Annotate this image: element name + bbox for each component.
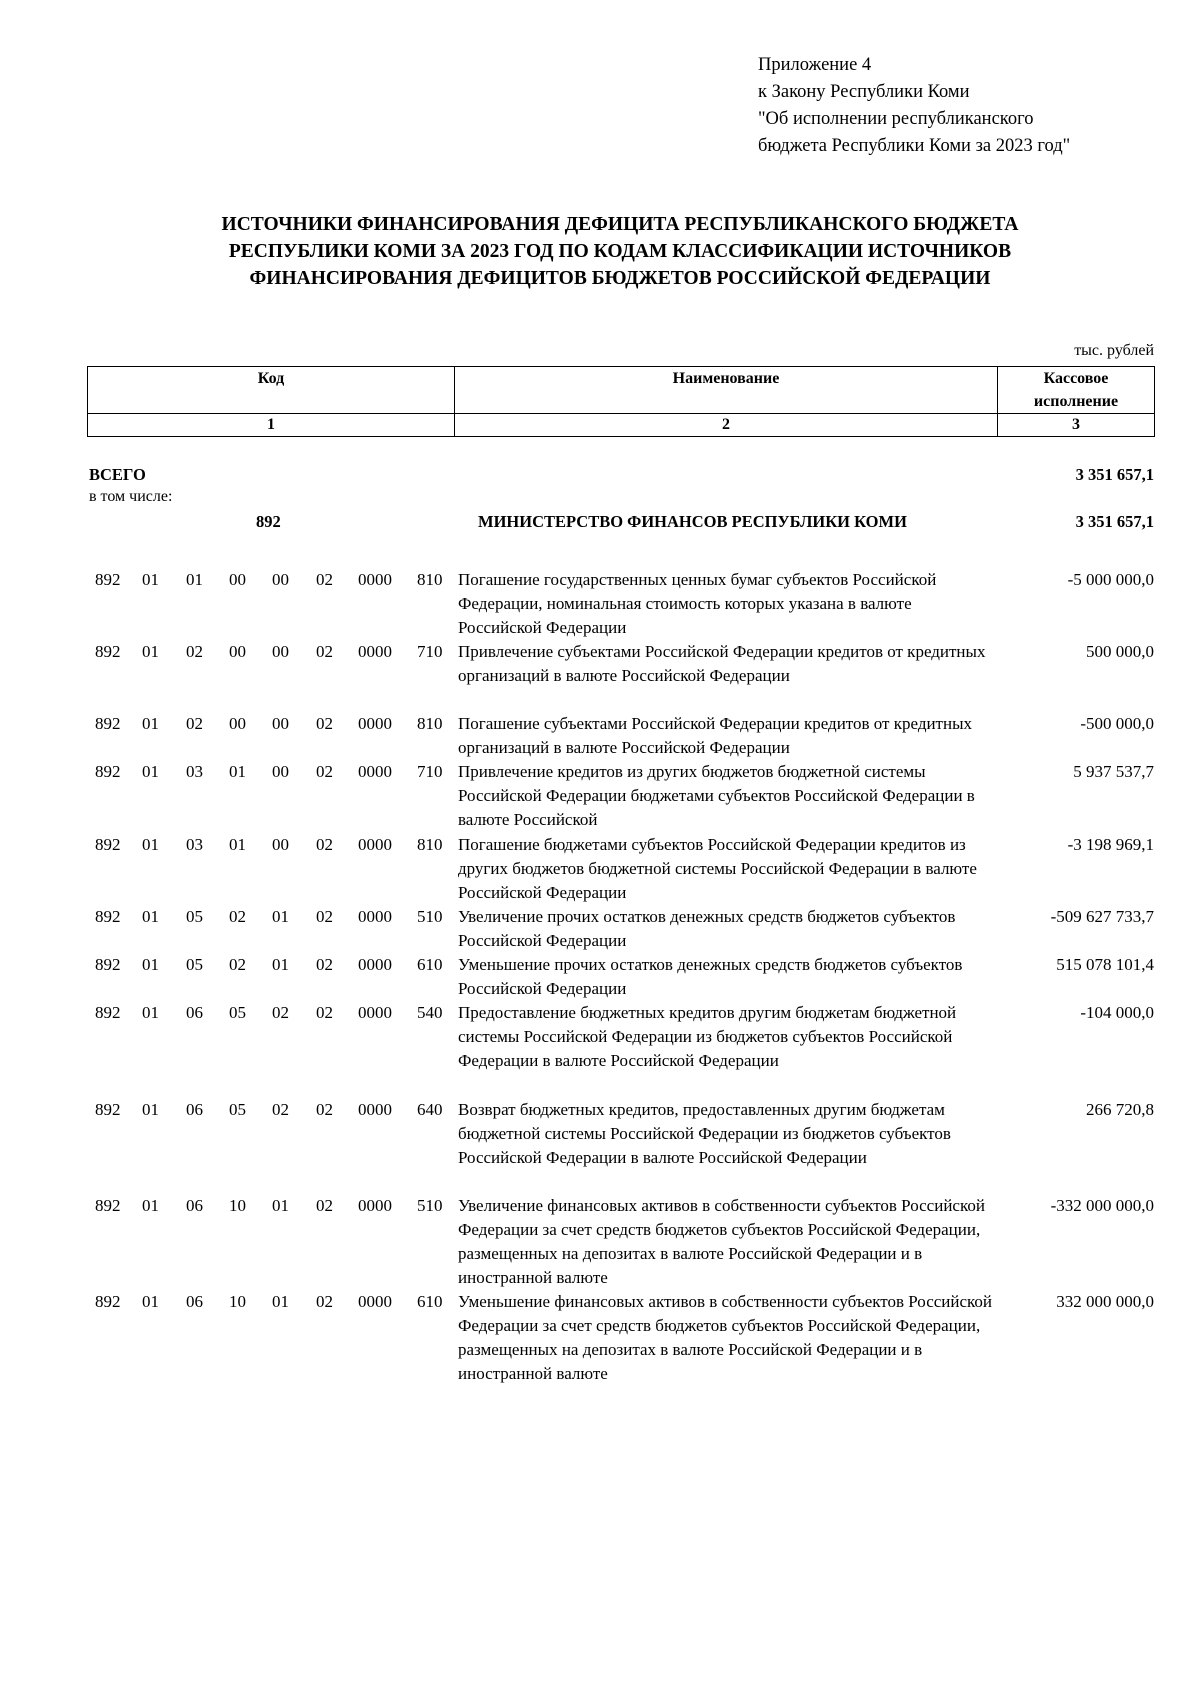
- units-label: тыс. рублей: [1074, 342, 1154, 359]
- code-part: 0000: [358, 762, 392, 781]
- code-part: 01: [142, 642, 159, 661]
- code-part: 810: [417, 714, 443, 733]
- appendix-line: бюджета Республики Коми за 2023 год": [758, 136, 1071, 156]
- code-part: 01: [272, 955, 289, 974]
- appendix-note: [758, 52, 1070, 160]
- code-part: 02: [316, 762, 333, 781]
- code-part: 00: [272, 570, 289, 589]
- row-name: Привлечение кредитов из других бюджетов бюджетной системы Российской Федерации бюджетами субъектов Российской Федерации в валюте Российской: [458, 762, 975, 829]
- row-name: Предоставление бюджетных кредитов другим бюджетам бюджетной системы Российской Федерации из бюджетов субъектов Российской Федерации в валюте Российской Федерации: [458, 1003, 957, 1070]
- code-part: 02: [316, 907, 333, 926]
- code-part: 01: [142, 570, 159, 589]
- total-label: ВСЕГО: [89, 465, 146, 484]
- title-line: ИСТОЧНИКИ ФИНАНСИРОВАНИЯ ДЕФИЦИТА РЕСПУБЛИКАНСКОГО БЮДЖЕТА: [221, 214, 1019, 235]
- table-header: [87, 366, 1155, 437]
- row-value: -5 000 000,0: [1067, 570, 1154, 589]
- code-part: 0000: [358, 714, 392, 733]
- code-part: 01: [272, 1196, 289, 1215]
- header-num-2: 2: [455, 414, 998, 437]
- row-value: 515 078 101,4: [1056, 955, 1154, 974]
- header-amount: [998, 367, 1155, 414]
- code-part: 640: [417, 1100, 443, 1119]
- row-value: 332 000 000,0: [1056, 1292, 1154, 1311]
- row-value: -104 000,0: [1080, 1003, 1154, 1022]
- code-part: 610: [417, 955, 443, 974]
- document-title: [80, 211, 1160, 292]
- including-label: в том числе:: [89, 488, 173, 505]
- row-name: Привлечение субъектами Российской Федерации кредитов от кредитных организаций в валюте Российской Федерации: [458, 642, 986, 685]
- code-part: 00: [229, 570, 246, 589]
- code-part: 540: [417, 1003, 443, 1022]
- code-part: 02: [316, 714, 333, 733]
- header-amount-line2: исполнение: [1033, 393, 1119, 410]
- row-name: Погашение государственных ценных бумаг субъектов Российской Федерации, номинальная стоимость которых указана в валюте Российской Федерации: [458, 570, 937, 637]
- code-part: 892: [95, 570, 121, 589]
- code-part: 05: [186, 907, 203, 926]
- code-part: 0000: [358, 835, 392, 854]
- code-part: 01: [272, 907, 289, 926]
- code-part: 06: [186, 1196, 203, 1215]
- row-value: 500 000,0: [1086, 642, 1154, 661]
- code-part: 10: [229, 1196, 246, 1215]
- code-part: 06: [186, 1003, 203, 1022]
- code-part: 02: [316, 955, 333, 974]
- code-part: 06: [186, 1100, 203, 1119]
- code-part: 02: [272, 1003, 289, 1022]
- header-num-3: 3: [998, 414, 1155, 437]
- code-part: 892: [95, 714, 121, 733]
- code-part: 01: [142, 835, 159, 854]
- code-part: 892: [95, 1100, 121, 1119]
- code-part: 0000: [358, 1003, 392, 1022]
- code-part: 02: [316, 570, 333, 589]
- code-part: 02: [229, 955, 246, 974]
- code-part: 0000: [358, 570, 392, 589]
- code-part: 710: [417, 642, 443, 661]
- appendix-line: к Закону Республики Коми: [758, 82, 970, 102]
- title-line: ФИНАНСИРОВАНИЯ ДЕФИЦИТОВ БЮДЖЕТОВ РОССИЙСКОЙ ФЕДЕРАЦИИ: [249, 268, 991, 289]
- code-part: 06: [186, 1292, 203, 1311]
- row-name: Увеличение финансовых активов в собственности субъектов Российской Федерации за счет средств бюджетов субъектов Российской Федерации, размещенных на депозитах в валюте Российской Федерации и в иностранной валюте: [458, 1196, 985, 1287]
- header-amount-line1: Кассовое: [1043, 370, 1109, 387]
- code-part: 892: [95, 907, 121, 926]
- code-part: 01: [142, 762, 159, 781]
- code-part: 00: [272, 835, 289, 854]
- code-part: 05: [229, 1100, 246, 1119]
- code-part: 0000: [358, 955, 392, 974]
- code-part: 01: [142, 1196, 159, 1215]
- code-part: 02: [316, 642, 333, 661]
- code-part: 03: [186, 762, 203, 781]
- row-name: Погашение субъектами Российской Федерации кредитов от кредитных организаций в валюте Российской Федерации: [458, 714, 973, 757]
- code-part: 510: [417, 1196, 443, 1215]
- code-part: 02: [316, 835, 333, 854]
- code-part: 02: [186, 642, 203, 661]
- code-part: 892: [95, 835, 121, 854]
- code-part: 01: [142, 907, 159, 926]
- row-name: Уменьшение прочих остатков денежных средств бюджетов субъектов Российской Федерации: [458, 955, 963, 998]
- code-part: 0000: [358, 907, 392, 926]
- code-part: 0000: [358, 1196, 392, 1215]
- code-part: 01: [229, 835, 246, 854]
- code-part: 892: [95, 1003, 121, 1022]
- code-part: 01: [229, 762, 246, 781]
- row-name: Уменьшение финансовых активов в собственности субъектов Российской Федерации за счет средств бюджетов субъектов Российской Федерации, размещенных на депозитах в валюте Российской Федерации и в иностранной валюте: [458, 1292, 993, 1383]
- code-part: 892: [95, 955, 121, 974]
- total-value: 3 351 657,1: [1075, 465, 1154, 484]
- code-part: 810: [417, 835, 443, 854]
- code-part: 00: [272, 714, 289, 733]
- code-part: 00: [272, 762, 289, 781]
- title-line: РЕСПУБЛИКИ КОМИ ЗА 2023 ГОД ПО КОДАМ КЛАССИФИКАЦИИ ИСТОЧНИКОВ: [228, 241, 1012, 262]
- code-part: 02: [272, 1100, 289, 1119]
- row-name: Погашение бюджетами субъектов Российской Федерации кредитов из других бюджетов бюджетной системы Российской Федерации в валюте Российской Федерации: [458, 835, 977, 902]
- ministry-code: 892: [256, 512, 281, 531]
- code-part: 710: [417, 762, 443, 781]
- row-value: 266 720,8: [1086, 1100, 1154, 1119]
- code-part: 01: [186, 570, 203, 589]
- row-value: -332 000 000,0: [1050, 1196, 1154, 1215]
- code-part: 01: [272, 1292, 289, 1311]
- code-part: 610: [417, 1292, 443, 1311]
- code-part: 01: [142, 955, 159, 974]
- code-part: 892: [95, 1292, 121, 1311]
- code-part: 810: [417, 570, 443, 589]
- row-value: 5 937 537,7: [1073, 762, 1154, 781]
- code-part: 01: [142, 1003, 159, 1022]
- appendix-line: Приложение 4: [758, 55, 872, 75]
- row-name: Увеличение прочих остатков денежных средств бюджетов субъектов Российской Федерации: [458, 907, 956, 950]
- appendix-line: "Об исполнении республиканского: [758, 109, 1034, 129]
- row-value: -3 198 969,1: [1067, 835, 1154, 854]
- code-part: 00: [272, 642, 289, 661]
- code-part: 05: [229, 1003, 246, 1022]
- header-num-1: 1: [88, 414, 455, 437]
- code-part: 10: [229, 1292, 246, 1311]
- code-part: 02: [316, 1196, 333, 1215]
- code-part: 892: [95, 762, 121, 781]
- code-part: 892: [95, 642, 121, 661]
- code-part: 02: [316, 1292, 333, 1311]
- code-part: 02: [316, 1100, 333, 1119]
- header-code: Код: [88, 367, 455, 414]
- code-part: 0000: [358, 1100, 392, 1119]
- code-part: 00: [229, 642, 246, 661]
- row-value: -500 000,0: [1080, 714, 1154, 733]
- code-part: 02: [186, 714, 203, 733]
- code-part: 01: [142, 714, 159, 733]
- code-part: 0000: [358, 642, 392, 661]
- header-name: Наименование: [455, 367, 998, 414]
- code-part: 00: [229, 714, 246, 733]
- code-part: 02: [229, 907, 246, 926]
- row-name: Возврат бюджетных кредитов, предоставленных другим бюджетам бюджетной системы Российской Федерации из бюджетов субъектов Российской Федерации в валюте Российской Федерации: [458, 1100, 951, 1167]
- ministry-value: 3 351 657,1: [1075, 512, 1154, 531]
- ministry-name: МИНИСТЕРСТВО ФИНАНСОВ РЕСПУБЛИКИ КОМИ: [478, 512, 907, 531]
- code-part: 01: [142, 1100, 159, 1119]
- code-part: 05: [186, 955, 203, 974]
- code-part: 0000: [358, 1292, 392, 1311]
- row-value: -509 627 733,7: [1050, 907, 1154, 926]
- code-part: 03: [186, 835, 203, 854]
- code-part: 02: [316, 1003, 333, 1022]
- code-part: 510: [417, 907, 443, 926]
- code-part: 01: [142, 1292, 159, 1311]
- code-part: 892: [95, 1196, 121, 1215]
